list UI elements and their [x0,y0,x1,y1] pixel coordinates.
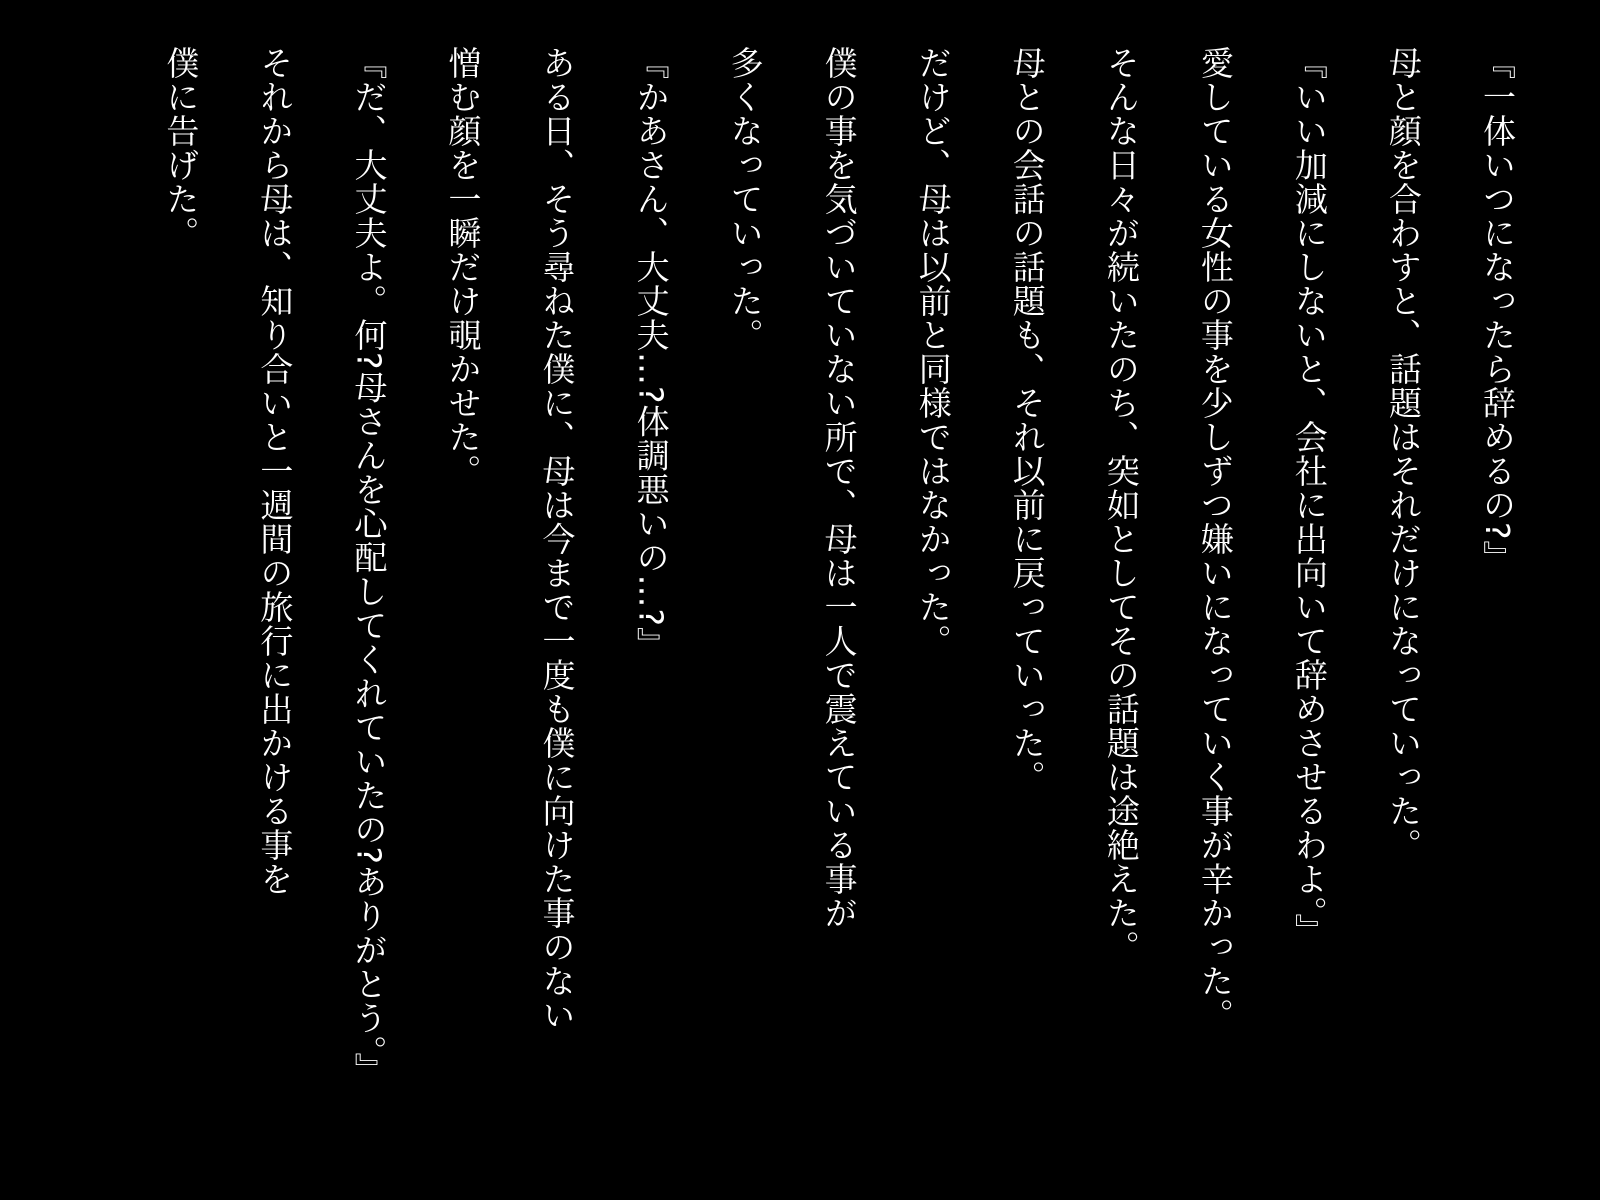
text-line-3: 『いい加減にしないと、会社に出向いて辞めさせるわよ。』 [1289,46,1329,948]
text-line-1: 『一体いつになったら辞めるの?』 [1478,46,1517,575]
text-line-14: それから母は、知り合いと一週間の旅行に出かける事を [255,46,295,896]
text-line-4: 愛している女性の事を少しずつ嫌いになっていく事が辛かった。 [1195,46,1235,1032]
text-line-7: だけど、母は以前と同様ではなかった。 [913,46,953,658]
text-line-15: 僕に告げた。 [161,46,201,250]
text-line-2: 母と顔を合わすと、話題はそれだけになっていった。 [1383,46,1423,862]
text-line-12: 憎む顔を一瞬だけ覗かせた。 [443,46,483,488]
text-line-5: そんな日々が続いたのち、突如としてその話題は途絶えた。 [1101,46,1141,964]
text-line-11: ある日、そう尋ねた僕に、母は今まで一度も僕に向けた事のない [537,46,577,1032]
text-line-9: 多くなっていった。 [725,46,765,352]
text-line-8: 僕の事を気づいていない所で、母は一人で震えている事が [819,46,859,930]
text-line-10: 『かあさん、大丈夫…?体調悪いの…?』 [631,46,671,662]
text-line-6: 母との会話の話題も、それ以前に戻っていった。 [1007,46,1047,794]
text-line-13: 『だ、大丈夫よ。何?母さんを心配してくれていたの?ありがとう。』 [349,46,389,1087]
